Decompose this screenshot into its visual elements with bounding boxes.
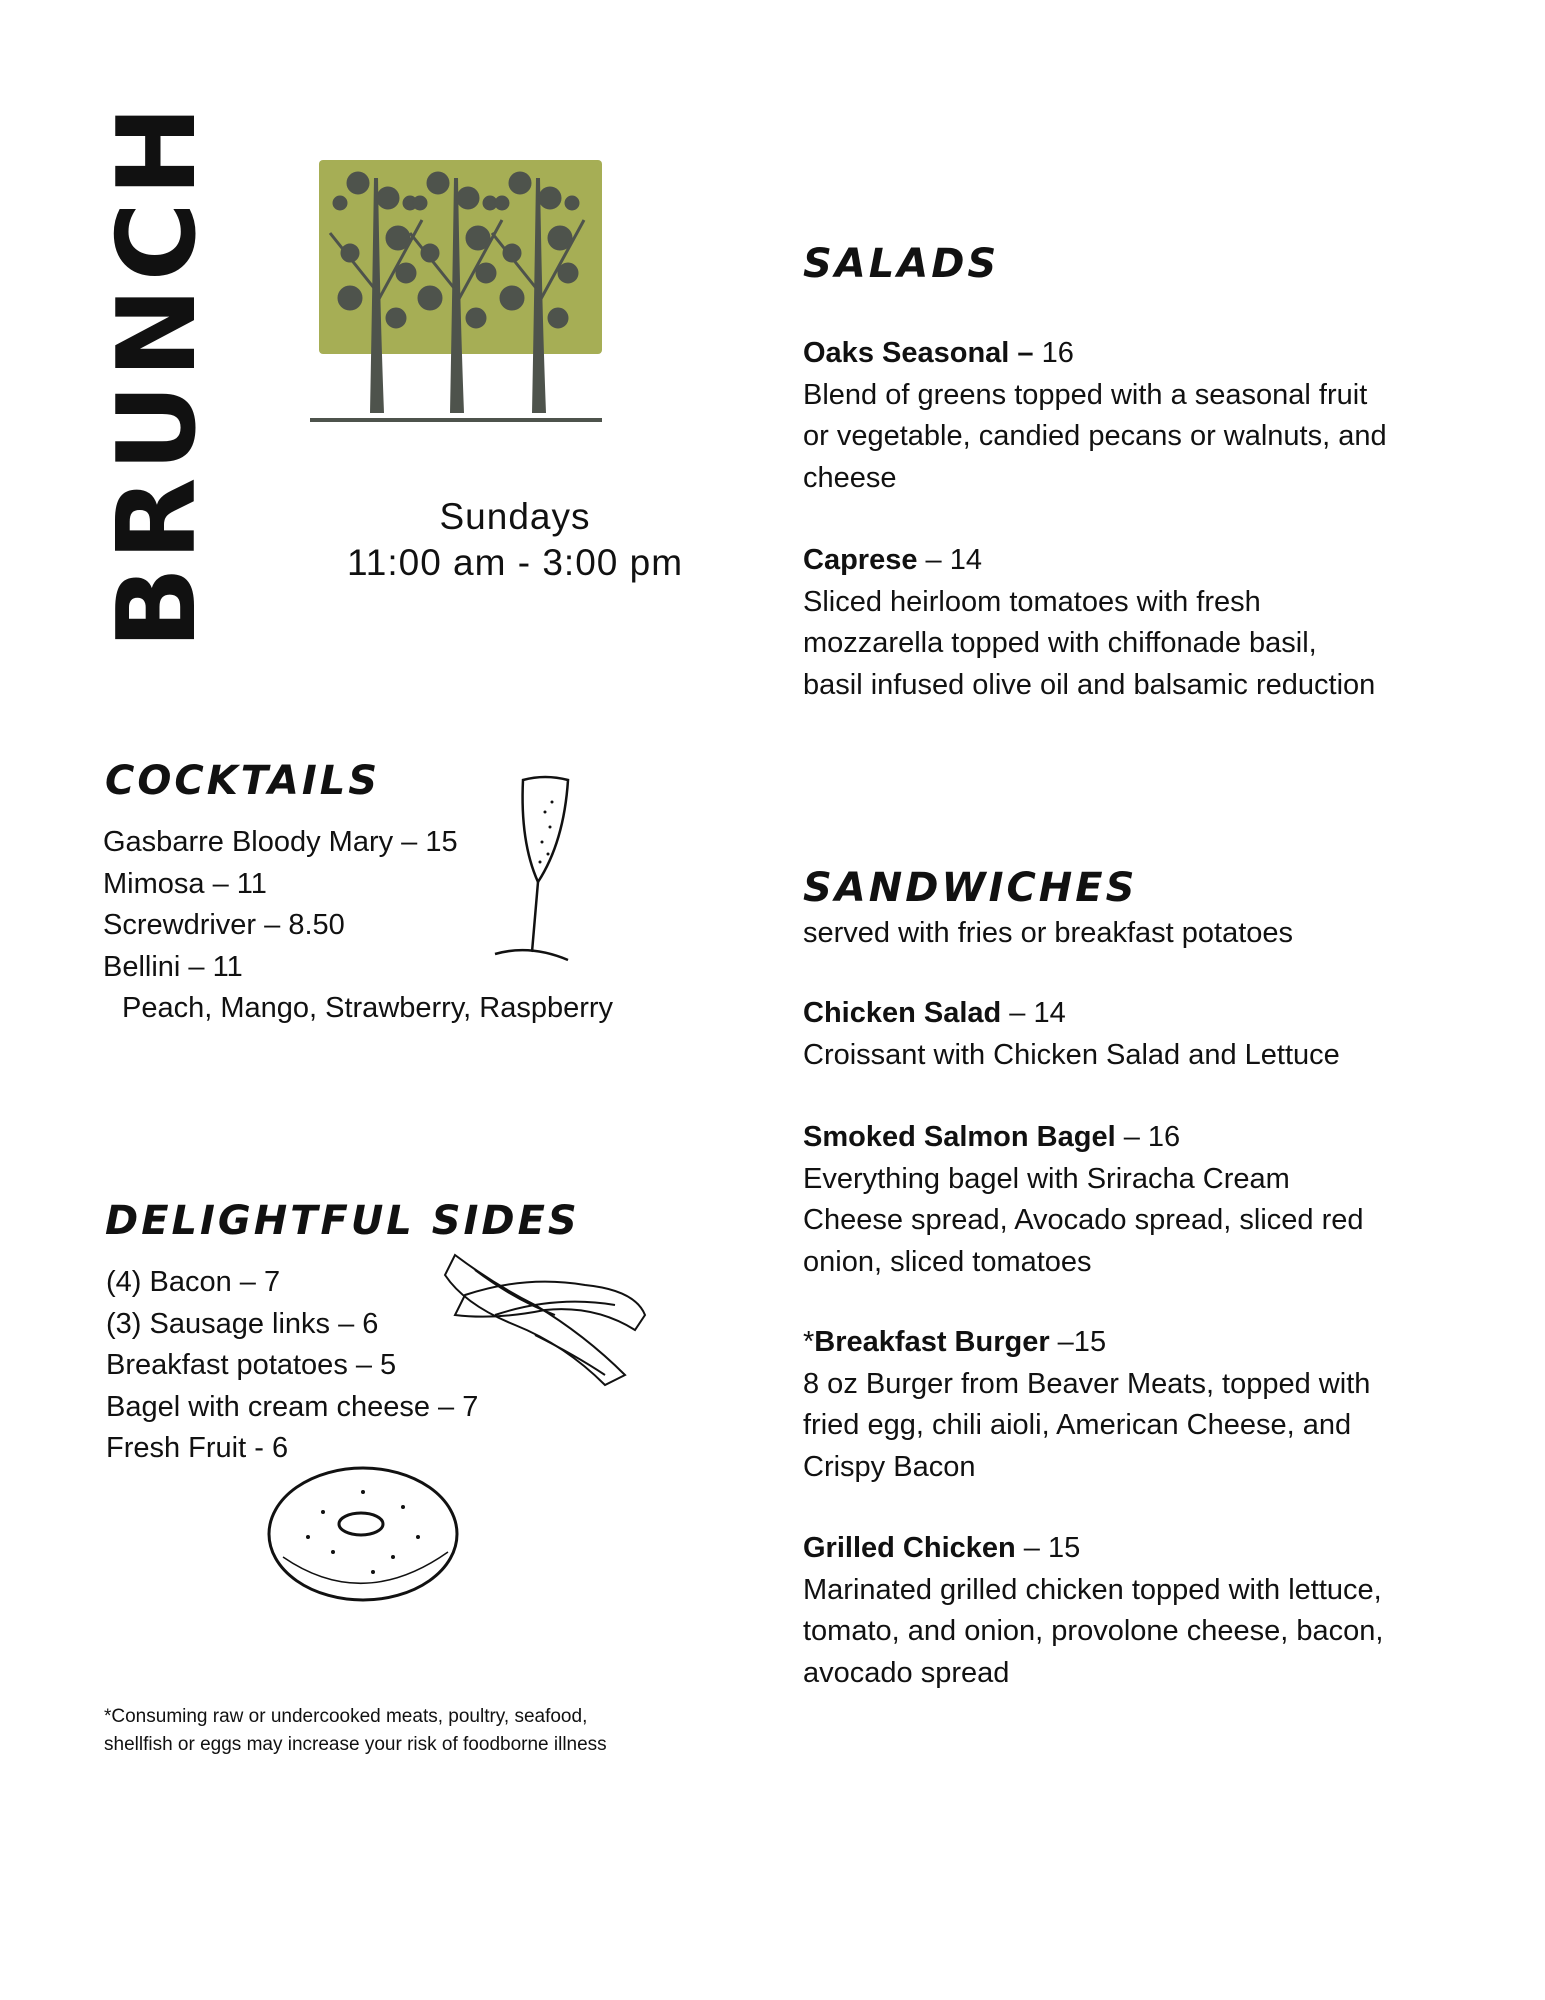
item-desc: cheese <box>803 461 897 494</box>
item-desc: Croissant with Chicken Salad and Lettuce <box>803 1038 1340 1071</box>
item-desc: Sliced heirloom tomatoes with fresh <box>803 585 1261 618</box>
item-price: – 15 <box>1015 1532 1081 1564</box>
item-price: – 14 <box>1001 997 1066 1029</box>
item-desc: Everything bagel with Sriracha Cream <box>803 1162 1290 1195</box>
item-desc: Cheese spread, Avocado spread, sliced red <box>803 1204 1364 1236</box>
item-price: – 14 <box>917 544 982 576</box>
item-price: – 16 <box>1115 1121 1181 1153</box>
cocktails-heading: COCKTAILS <box>105 758 381 804</box>
bagel-illustration <box>263 1462 463 1612</box>
trees-logo <box>310 158 610 423</box>
list-item: Fresh Fruit - 6 <box>106 1432 289 1464</box>
item-name: Chicken Salad <box>803 997 1002 1029</box>
item-desc: tomato, and onion, provolone cheese, bacon, <box>803 1615 1384 1647</box>
item-desc: avocado spread <box>803 1656 1010 1689</box>
item-desc: mozzarella topped with chiffonade basil, <box>803 627 1317 659</box>
footnote-line: shellfish or eggs may increase your risk of foodborne illness <box>104 1734 607 1755</box>
menu-item <box>803 333 1387 499</box>
item-name: Smoked Salmon Bagel <box>803 1121 1116 1153</box>
item-desc: basil infused olive oil and balsamic reduction <box>803 668 1376 701</box>
hours-day: Sundays <box>439 496 591 537</box>
sandwiches-subtitle: served with fries or breakfast potatoes <box>803 917 1294 949</box>
menu-item <box>803 993 1340 1076</box>
hours <box>280 494 860 586</box>
footnote <box>104 1703 607 1759</box>
menu-item <box>803 540 1375 706</box>
hours-time: 11:00 am - 3:00 pm <box>346 542 684 583</box>
sandwiches-heading: SANDWICHES <box>803 865 1138 911</box>
item-price: –15 <box>1049 1326 1107 1358</box>
item-desc: fried egg, chili aioli, American Cheese, and <box>803 1409 1352 1441</box>
sides-heading: DELIGHTFUL SIDES <box>105 1198 580 1244</box>
item-desc: Crispy Bacon <box>803 1450 976 1483</box>
item-desc: Marinated grilled chicken topped with lettuce, <box>803 1573 1382 1606</box>
list-item: Gasbarre Bloody Mary – 15 <box>103 826 458 858</box>
list-item: Screwdriver – 8.50 <box>103 909 345 941</box>
page-title: BRUNCH <box>95 99 220 649</box>
sides-list <box>106 1262 478 1470</box>
champagne-glass-icon <box>490 772 585 967</box>
list-item: Breakfast potatoes – 5 <box>106 1349 397 1381</box>
bacon-illustration <box>435 1245 655 1390</box>
list-item: (3) Sausage links – 6 <box>106 1307 379 1340</box>
bellini-flavors: Peach, Mango, Strawberry, Raspberry <box>122 992 614 1024</box>
list-item: Bagel with cream cheese – 7 <box>106 1390 479 1423</box>
item-desc: 8 oz Burger from Beaver Meats, topped with <box>803 1367 1371 1400</box>
menu-item <box>803 1117 1364 1283</box>
salads-heading: SALADS <box>803 241 1000 287</box>
item-name: Breakfast Burger <box>814 1326 1050 1358</box>
menu-item <box>803 1322 1370 1488</box>
list-item: (4) Bacon – 7 <box>106 1266 281 1298</box>
item-desc: Blend of greens topped with a seasonal fruit <box>803 378 1368 411</box>
item-name: Caprese <box>803 544 918 576</box>
item-prefix: * <box>803 1326 815 1358</box>
item-name: Oaks Seasonal – <box>803 337 1034 369</box>
menu-item <box>803 1528 1383 1694</box>
item-desc: onion, sliced tomatoes <box>803 1245 1092 1278</box>
item-price: 16 <box>1033 337 1074 369</box>
footnote-line: *Consuming raw or undercooked meats, poultry, seafood, <box>104 1706 588 1727</box>
list-item: Mimosa – 11 <box>103 867 267 900</box>
item-name: Grilled Chicken <box>803 1532 1016 1564</box>
list-item: Bellini – 11 <box>103 950 243 983</box>
item-desc: or vegetable, candied pecans or walnuts, and <box>803 420 1387 452</box>
